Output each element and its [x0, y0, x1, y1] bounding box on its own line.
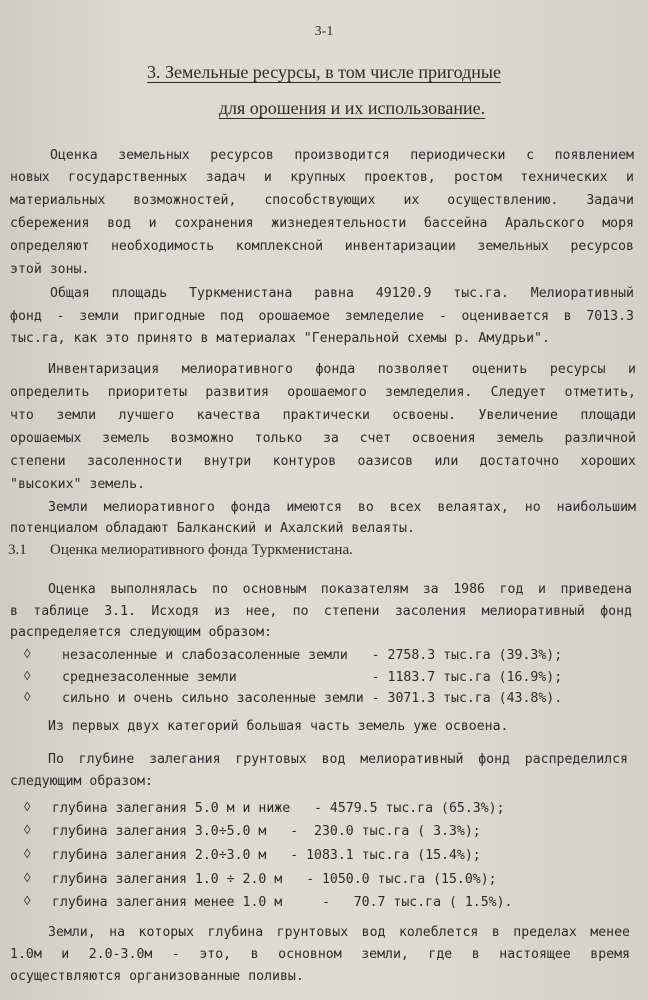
salinity-item: незасоленные и слабозасоленные земли - 2758.3 тыс.га (39.3%);: [62, 648, 563, 663]
velayats-line: потенциалом обладают Балканский и Ахалский велаяты.: [10, 521, 415, 536]
depth-item: глубина залегания менее 1.0 м - 70.7 тыс.га ( 1.5%).: [52, 895, 513, 910]
page-number: 3-1: [314, 24, 334, 39]
diamond-bullet-icon: ◊: [24, 893, 31, 908]
diamond-bullet-icon: ◊: [24, 689, 31, 704]
assessment-line: в таблице 3.1. Исходя из нее, по степени засоления мелиоративный фонд: [10, 604, 632, 619]
closing-line: 1.0м и 2.0-3.0м - это, в основном земли, где в настоящее время: [10, 947, 630, 962]
salinity-item: сильно и очень сильно засоленные земли - 3071.3 тыс.га (43.8%).: [62, 691, 563, 706]
depth-item: глубина залегания 3.0÷5.0 м - 230.0 тыс.га ( 3.3%);: [52, 824, 481, 839]
inventory-line: определить приоритеты развития орошаемого земледелия. Следует отметить,: [10, 385, 636, 400]
diamond-bullet-icon: ◊: [24, 799, 31, 814]
intro-line: определяют необходимость комплексной инвентаризации земельных ресурсов: [10, 239, 634, 254]
closing-line: Земли, на которых глубина грунтовых вод колеблется в пределах менее: [48, 925, 630, 940]
intro-line: новых государственных задач и крупных проектов, ростом технических и: [10, 170, 634, 185]
inventory-line: орошаемых земель возможно только за счет освоения земель различной: [10, 431, 636, 446]
inventory-line: "высоких" земель.: [10, 477, 145, 492]
closing-line: осуществляются организованные поливы.: [10, 969, 304, 984]
inventory-line: что земли лучшего качества практически освоены. Увеличение площади: [10, 408, 636, 423]
intro-line: материальных возможностей, способствующих их осуществлению. Задачи: [10, 193, 634, 208]
diamond-bullet-icon: ◊: [24, 668, 31, 683]
depth-item: глубина залегания 2.0÷3.0 м - 1083.1 тыс.га (15.4%);: [52, 848, 481, 863]
intro-line: этой зоны.: [10, 262, 90, 277]
page-title-line-1: 3. Земельные ресурсы, в том числе пригодные: [147, 62, 501, 82]
section-heading: [8, 542, 353, 559]
diamond-bullet-icon: ◊: [24, 846, 31, 861]
salinity-item: среднезасоленные земли - 1183.7 тыс.га (16.9%);: [62, 670, 563, 685]
groundwater-line: По глубине залегания грунтовых вод мелиоративный фонд распределился: [48, 752, 628, 767]
intro-line: Оценка земельных ресурсов производится периодически с появлением: [50, 148, 634, 163]
developed-note: Из первых двух категорий большая часть земель уже освоена.: [48, 719, 509, 734]
area-line: тыс.га, как это принято в материалах "Генеральной схемы р. Амудрьи".: [10, 331, 550, 346]
inventory-line: Инвентаризация мелиоративного фонда позволяет оценить ресурсы и: [48, 362, 636, 377]
section-title: Оценка мелиоративного фонда Туркменистана.: [50, 542, 353, 558]
page-title-line-2: для орошения и их использование.: [218, 98, 486, 118]
diamond-bullet-icon: ◊: [24, 870, 31, 885]
diamond-bullet-icon: ◊: [24, 646, 31, 661]
assessment-line: Оценка выполнялась по основным показателям за 1986 год и приведена: [48, 582, 632, 597]
depth-item: глубина залегания 1.0 ÷ 2.0 м - 1050.0 тыс.га (15.0%);: [52, 872, 497, 887]
groundwater-line: следующим образом:: [10, 774, 153, 789]
area-line: фонд - земли пригодные под орошаемое земледелие - оценивается в 7013.3: [10, 309, 634, 324]
velayats-line: Земли мелиоративного фонда имеются во всех велаятах, но наибольшим: [48, 500, 636, 515]
assessment-line: распределяется следующим образом:: [10, 625, 273, 640]
depth-item: глубина залегания 5.0 м и ниже - 4579.5 тыс.га (65.3%);: [52, 801, 505, 816]
inventory-line: степени засоленности внутри контуров оазисов или достаточно хороших: [10, 454, 636, 469]
section-number: 3.1: [8, 542, 27, 558]
intro-line: сбережения вод и сохранения жизнедеятельности бассейна Аральского моря: [10, 216, 634, 231]
area-line: Общая площадь Туркменистана равна 49120.9 тыс.га. Мелиоративный: [50, 286, 634, 301]
diamond-bullet-icon: ◊: [24, 822, 31, 837]
